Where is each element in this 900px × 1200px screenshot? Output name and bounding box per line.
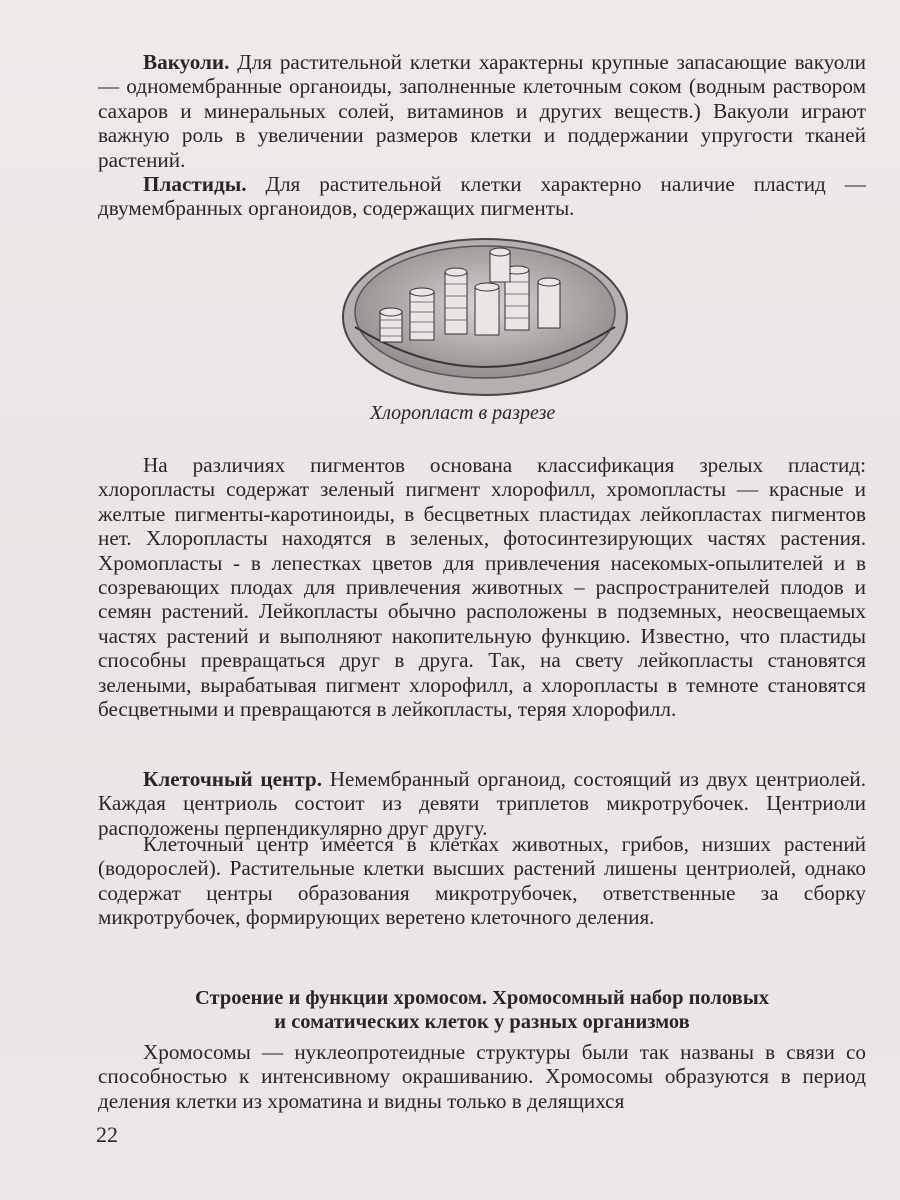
cell-center-text: Немембранный органоид, состоящий из двух центриолей. Каждая центриоль состоит из девяти триплетов микротрубочек. Центриоли расположены перпендикулярно друг другу. <box>98 767 866 840</box>
page-number: 22 <box>96 1122 118 1147</box>
plastids-text: Для растительной клетки характерно наличие пластид — двумембранных органоидов, содержащих пигменты. <box>98 172 866 221</box>
plastids-term: Пластиды. <box>143 172 247 196</box>
chloroplast-illustration <box>340 232 630 402</box>
cell-center-term: Клеточный центр. <box>143 767 322 791</box>
vacuoles-paragraph <box>98 50 866 172</box>
vacuoles-term: Вакуоли. <box>143 50 230 74</box>
chromosomes-text: Хромосомы — нуклеопротеидные структуры были так названы в связи со способностью к интенсивному окрашиванию. Хромосомы образуются в период деления клетки из хроматина и видны только в делящихся <box>98 1040 866 1113</box>
cell-center-paragraph <box>98 767 866 840</box>
chromosomes-paragraph <box>98 1040 866 1113</box>
cell-center-2-text: Клеточный центр имеется в клетках животных, грибов, низших растений (водорослей). Растительные клетки высших растений лишены центриолей, однако содержат центры образования микротрубочек, ответственные за сборку микротрубочек, формирующих веретено клеточного деления. <box>98 832 866 930</box>
section-heading <box>98 986 866 1034</box>
heading-line-1: Строение и функции хромосом. Хромосомный набор половых <box>195 987 769 1009</box>
plastid-classification-paragraph <box>98 453 866 721</box>
cell-center-paragraph-2 <box>98 832 866 930</box>
heading-line-2: и соматических клеток у разных организмов <box>274 1011 690 1033</box>
plastids-paragraph <box>98 172 866 221</box>
figure-caption: Хлоропласт в разрезе <box>370 402 556 424</box>
vacuoles-text: Для растительной клетки характерны крупные запасающие вакуоли — одномембранные органоиды, заполненные клеточным соком (водным раствором сахаров и минеральных солей, витаминов и других веществ.) Вакуоли играют важную роль в увеличении размеров клетки и поддержании упругости тканей растений. <box>98 50 866 172</box>
plastid-classification-text: На различиях пигментов основана классификация зрелых пластид: хлоропласты содержат зеленый пигмент хлорофилл, хромопласты — красные и желтые пигменты-каротиноиды, в бесцветных пластидах лейкопластах пигментов нет. Хлоропласты находятся в зеленых, фотосинтезирующих частях растения. Хромопласты - в лепестках цветов для привлечения насекомых-опылителей и в созревающих плодах для привлечения животных – распространителей плодов и семян растений. Лейкопласты обычно расположены в подземных, неосвещаемых частях растений и выполняют накопительную функцию. Известно, что пластиды способны превращаться друг в друга. Так, на свету лейкопласты становятся зелеными, вырабатывая пигмент хлорофилл, а хлоропласты в темноте становятся бесцветными и превращаются в лейкопласты, теряя хлорофилл. <box>98 453 866 722</box>
